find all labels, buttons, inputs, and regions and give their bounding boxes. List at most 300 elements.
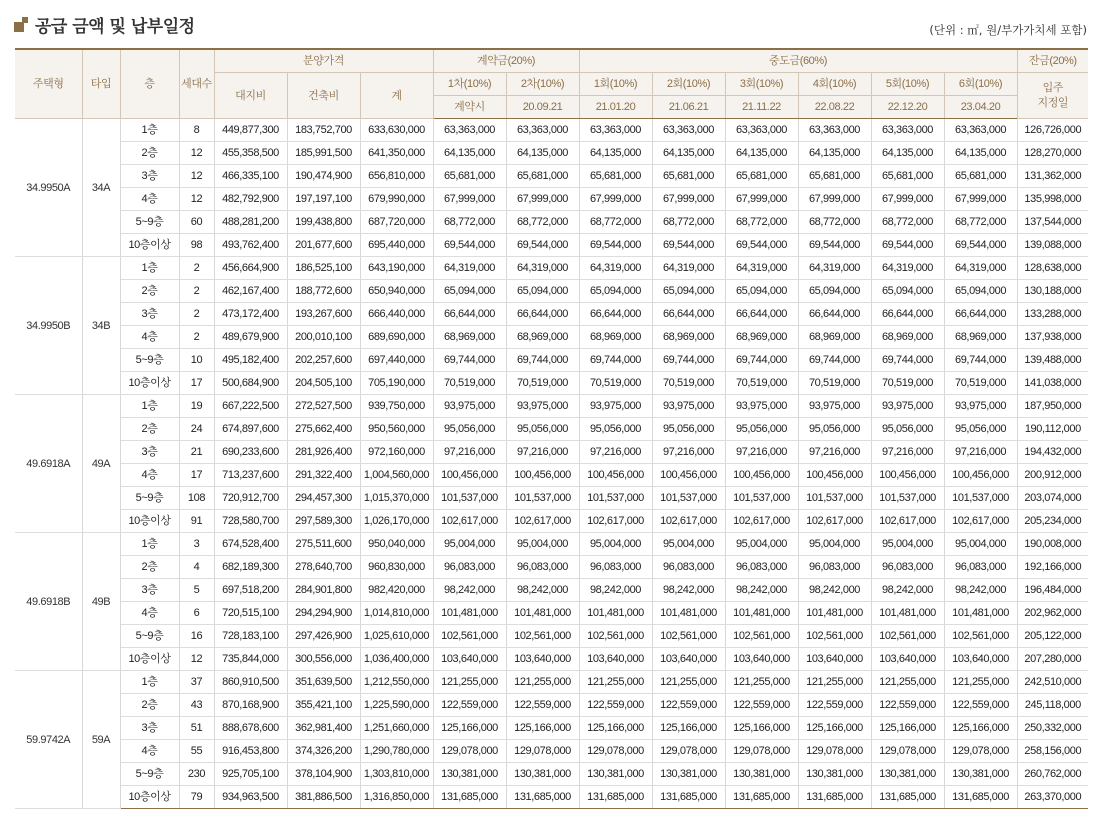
middle-2-cell: 100,456,000 bbox=[652, 464, 725, 487]
middle-3-cell: 98,242,000 bbox=[725, 579, 798, 602]
deposit-1-cell: 68,969,000 bbox=[433, 326, 506, 349]
middle-3-cell: 67,999,000 bbox=[725, 188, 798, 211]
floor-cell: 10층이상 bbox=[120, 648, 179, 671]
balance-cell: 128,638,000 bbox=[1017, 257, 1088, 280]
col-middle-5: 5회(10%) bbox=[871, 73, 944, 96]
middle-1-cell: 66,644,000 bbox=[579, 303, 652, 326]
middle-1-cell: 95,004,000 bbox=[579, 533, 652, 556]
middle-6-cell: 122,559,000 bbox=[944, 694, 1017, 717]
middle-2-cell: 65,681,000 bbox=[652, 165, 725, 188]
deposit-1-cell: 121,255,000 bbox=[433, 671, 506, 694]
middle-5-cell: 63,363,000 bbox=[871, 119, 944, 142]
col-middle-2: 2회(10%) bbox=[652, 73, 725, 96]
table-row bbox=[15, 119, 1088, 142]
middle-6-cell: 97,216,000 bbox=[944, 441, 1017, 464]
deposit-2-cell: 63,363,000 bbox=[506, 119, 579, 142]
total-price-cell: 1,036,400,000 bbox=[360, 648, 433, 671]
table-row bbox=[15, 418, 1088, 441]
households-cell: 12 bbox=[179, 142, 214, 165]
building-price-cell: 294,457,300 bbox=[287, 487, 360, 510]
middle-1-cell: 93,975,000 bbox=[579, 395, 652, 418]
households-cell: 3 bbox=[179, 533, 214, 556]
building-price-cell: 278,640,700 bbox=[287, 556, 360, 579]
housing-type-cell: 59.9742A bbox=[15, 671, 82, 809]
deposit-2-cell: 93,975,000 bbox=[506, 395, 579, 418]
middle-6-cell: 95,004,000 bbox=[944, 533, 1017, 556]
col-deposit-2: 2차(10%) bbox=[506, 73, 579, 96]
total-price-cell: 1,014,810,000 bbox=[360, 602, 433, 625]
middle-2-cell: 130,381,000 bbox=[652, 763, 725, 786]
land-price-cell: 674,528,400 bbox=[214, 533, 287, 556]
middle-4-cell: 69,744,000 bbox=[798, 349, 871, 372]
building-price-cell: 284,901,800 bbox=[287, 579, 360, 602]
housing-type-cell: 49.6918B bbox=[15, 533, 82, 671]
floor-cell: 1층 bbox=[120, 533, 179, 556]
col-sale-price: 분양가격 bbox=[214, 49, 433, 73]
table-row bbox=[15, 533, 1088, 556]
households-cell: 10 bbox=[179, 349, 214, 372]
land-price-cell: 488,281,200 bbox=[214, 211, 287, 234]
middle-4-cell: 125,166,000 bbox=[798, 717, 871, 740]
middle-6-cell: 68,772,000 bbox=[944, 211, 1017, 234]
land-price-cell: 934,963,500 bbox=[214, 786, 287, 809]
middle-3-cell: 65,681,000 bbox=[725, 165, 798, 188]
land-price-cell: 466,335,100 bbox=[214, 165, 287, 188]
land-price-cell: 667,222,500 bbox=[214, 395, 287, 418]
col-balance-sub bbox=[1017, 73, 1088, 119]
balance-cell: 190,008,000 bbox=[1017, 533, 1088, 556]
balance-cell: 135,998,000 bbox=[1017, 188, 1088, 211]
balance-cell: 137,938,000 bbox=[1017, 326, 1088, 349]
middle-2-cell: 96,083,000 bbox=[652, 556, 725, 579]
floor-cell: 4층 bbox=[120, 464, 179, 487]
total-price-cell: 1,251,660,000 bbox=[360, 717, 433, 740]
balance-cell: 245,118,000 bbox=[1017, 694, 1088, 717]
land-price-cell: 728,580,700 bbox=[214, 510, 287, 533]
middle-4-cell: 97,216,000 bbox=[798, 441, 871, 464]
floor-cell: 5~9층 bbox=[120, 763, 179, 786]
table-row bbox=[15, 717, 1088, 740]
middle-3-cell: 69,544,000 bbox=[725, 234, 798, 257]
middle-2-cell: 101,481,000 bbox=[652, 602, 725, 625]
total-price-cell: 939,750,000 bbox=[360, 395, 433, 418]
building-price-cell: 291,322,400 bbox=[287, 464, 360, 487]
col-balance-sub-text: 입주 지정일 bbox=[1037, 81, 1069, 109]
total-price-cell: 650,940,000 bbox=[360, 280, 433, 303]
deposit-2-cell: 96,083,000 bbox=[506, 556, 579, 579]
floor-cell: 2층 bbox=[120, 556, 179, 579]
building-price-cell: 378,104,900 bbox=[287, 763, 360, 786]
middle-1-cell: 64,319,000 bbox=[579, 257, 652, 280]
middle-6-cell: 102,561,000 bbox=[944, 625, 1017, 648]
building-price-cell: 190,474,900 bbox=[287, 165, 360, 188]
households-cell: 21 bbox=[179, 441, 214, 464]
deposit-2-cell: 69,544,000 bbox=[506, 234, 579, 257]
households-cell: 4 bbox=[179, 556, 214, 579]
middle-5-cell: 66,644,000 bbox=[871, 303, 944, 326]
deposit-2-cell: 66,644,000 bbox=[506, 303, 579, 326]
middle-6-cell: 63,363,000 bbox=[944, 119, 1017, 142]
balance-cell: 260,762,000 bbox=[1017, 763, 1088, 786]
col-middle-payment: 중도금(60%) bbox=[579, 49, 1017, 73]
col-deposit-2-date: 20.09.21 bbox=[506, 96, 579, 119]
middle-3-cell: 66,644,000 bbox=[725, 303, 798, 326]
middle-5-cell: 95,056,000 bbox=[871, 418, 944, 441]
col-balance: 잔금(20%) bbox=[1017, 49, 1088, 73]
deposit-1-cell: 102,561,000 bbox=[433, 625, 506, 648]
land-price-cell: 455,358,500 bbox=[214, 142, 287, 165]
middle-5-cell: 97,216,000 bbox=[871, 441, 944, 464]
col-middle-4: 4회(10%) bbox=[798, 73, 871, 96]
middle-4-cell: 103,640,000 bbox=[798, 648, 871, 671]
total-price-cell: 687,720,000 bbox=[360, 211, 433, 234]
middle-5-cell: 69,744,000 bbox=[871, 349, 944, 372]
land-price-cell: 916,453,800 bbox=[214, 740, 287, 763]
middle-5-cell: 102,617,000 bbox=[871, 510, 944, 533]
building-price-cell: 281,926,400 bbox=[287, 441, 360, 464]
middle-5-cell: 131,685,000 bbox=[871, 786, 944, 809]
deposit-1-cell: 64,319,000 bbox=[433, 257, 506, 280]
deposit-1-cell: 95,004,000 bbox=[433, 533, 506, 556]
middle-3-cell: 70,519,000 bbox=[725, 372, 798, 395]
middle-1-cell: 70,519,000 bbox=[579, 372, 652, 395]
middle-6-cell: 130,381,000 bbox=[944, 763, 1017, 786]
floor-cell: 4층 bbox=[120, 326, 179, 349]
households-cell: 17 bbox=[179, 464, 214, 487]
middle-6-cell: 68,969,000 bbox=[944, 326, 1017, 349]
middle-3-cell: 64,319,000 bbox=[725, 257, 798, 280]
middle-4-cell: 96,083,000 bbox=[798, 556, 871, 579]
middle-5-cell: 101,537,000 bbox=[871, 487, 944, 510]
land-price-cell: 720,912,700 bbox=[214, 487, 287, 510]
land-price-cell: 449,877,300 bbox=[214, 119, 287, 142]
middle-6-cell: 65,681,000 bbox=[944, 165, 1017, 188]
deposit-1-cell: 131,685,000 bbox=[433, 786, 506, 809]
table-row bbox=[15, 441, 1088, 464]
middle-2-cell: 122,559,000 bbox=[652, 694, 725, 717]
deposit-1-cell: 66,644,000 bbox=[433, 303, 506, 326]
middle-3-cell: 131,685,000 bbox=[725, 786, 798, 809]
total-price-cell: 950,040,000 bbox=[360, 533, 433, 556]
deposit-2-cell: 101,537,000 bbox=[506, 487, 579, 510]
middle-6-cell: 101,537,000 bbox=[944, 487, 1017, 510]
table-row bbox=[15, 786, 1088, 809]
floor-cell: 5~9층 bbox=[120, 625, 179, 648]
land-price-cell: 728,183,100 bbox=[214, 625, 287, 648]
deposit-2-cell: 131,685,000 bbox=[506, 786, 579, 809]
middle-4-cell: 67,999,000 bbox=[798, 188, 871, 211]
middle-4-cell: 122,559,000 bbox=[798, 694, 871, 717]
land-price-cell: 888,678,600 bbox=[214, 717, 287, 740]
total-price-cell: 1,015,370,000 bbox=[360, 487, 433, 510]
total-price-cell: 1,212,550,000 bbox=[360, 671, 433, 694]
floor-cell: 10층이상 bbox=[120, 234, 179, 257]
total-price-cell: 1,026,170,000 bbox=[360, 510, 433, 533]
deposit-2-cell: 102,617,000 bbox=[506, 510, 579, 533]
households-cell: 16 bbox=[179, 625, 214, 648]
households-cell: 2 bbox=[179, 326, 214, 349]
middle-5-cell: 130,381,000 bbox=[871, 763, 944, 786]
table-row bbox=[15, 395, 1088, 418]
deposit-2-cell: 101,481,000 bbox=[506, 602, 579, 625]
deposit-1-cell: 96,083,000 bbox=[433, 556, 506, 579]
middle-1-cell: 102,561,000 bbox=[579, 625, 652, 648]
table-row bbox=[15, 326, 1088, 349]
land-price-cell: 482,792,900 bbox=[214, 188, 287, 211]
table-row bbox=[15, 763, 1088, 786]
page-title-text: 공급 금액 및 납부일정 bbox=[35, 17, 195, 37]
col-type: 타입 bbox=[82, 49, 120, 119]
floor-cell: 1층 bbox=[120, 257, 179, 280]
middle-6-cell: 100,456,000 bbox=[944, 464, 1017, 487]
col-housing-type: 주택형 bbox=[15, 49, 82, 119]
balance-cell: 130,188,000 bbox=[1017, 280, 1088, 303]
building-price-cell: 374,326,200 bbox=[287, 740, 360, 763]
building-price-cell: 272,527,500 bbox=[287, 395, 360, 418]
middle-4-cell: 101,481,000 bbox=[798, 602, 871, 625]
households-cell: 19 bbox=[179, 395, 214, 418]
middle-4-cell: 102,617,000 bbox=[798, 510, 871, 533]
type-cell: 34B bbox=[82, 257, 120, 395]
middle-6-cell: 101,481,000 bbox=[944, 602, 1017, 625]
middle-1-cell: 103,640,000 bbox=[579, 648, 652, 671]
deposit-2-cell: 97,216,000 bbox=[506, 441, 579, 464]
middle-3-cell: 130,381,000 bbox=[725, 763, 798, 786]
deposit-1-cell: 102,617,000 bbox=[433, 510, 506, 533]
col-deposit-1-date: 계약시 bbox=[433, 96, 506, 119]
deposit-1-cell: 64,135,000 bbox=[433, 142, 506, 165]
deposit-2-cell: 65,094,000 bbox=[506, 280, 579, 303]
housing-type-cell: 49.6918A bbox=[15, 395, 82, 533]
balance-cell: 141,038,000 bbox=[1017, 372, 1088, 395]
middle-3-cell: 103,640,000 bbox=[725, 648, 798, 671]
table-row bbox=[15, 280, 1088, 303]
middle-2-cell: 98,242,000 bbox=[652, 579, 725, 602]
building-price-cell: 355,421,100 bbox=[287, 694, 360, 717]
land-price-cell: 500,684,900 bbox=[214, 372, 287, 395]
deposit-2-cell: 125,166,000 bbox=[506, 717, 579, 740]
deposit-1-cell: 122,559,000 bbox=[433, 694, 506, 717]
middle-4-cell: 69,544,000 bbox=[798, 234, 871, 257]
balance-cell: 200,912,000 bbox=[1017, 464, 1088, 487]
floor-cell: 1층 bbox=[120, 119, 179, 142]
middle-6-cell: 98,242,000 bbox=[944, 579, 1017, 602]
deposit-1-cell: 63,363,000 bbox=[433, 119, 506, 142]
middle-6-cell: 64,135,000 bbox=[944, 142, 1017, 165]
deposit-2-cell: 64,135,000 bbox=[506, 142, 579, 165]
middle-5-cell: 65,094,000 bbox=[871, 280, 944, 303]
table-row bbox=[15, 257, 1088, 280]
table-row bbox=[15, 234, 1088, 257]
deposit-2-cell: 65,681,000 bbox=[506, 165, 579, 188]
middle-1-cell: 69,744,000 bbox=[579, 349, 652, 372]
deposit-2-cell: 64,319,000 bbox=[506, 257, 579, 280]
building-price-cell: 381,886,500 bbox=[287, 786, 360, 809]
middle-3-cell: 95,004,000 bbox=[725, 533, 798, 556]
balance-cell: 258,156,000 bbox=[1017, 740, 1088, 763]
total-price-cell: 1,225,590,000 bbox=[360, 694, 433, 717]
total-price-cell: 705,190,000 bbox=[360, 372, 433, 395]
title-bullet-icon bbox=[14, 16, 32, 34]
balance-cell: 190,112,000 bbox=[1017, 418, 1088, 441]
table-row bbox=[15, 349, 1088, 372]
total-price-cell: 1,303,810,000 bbox=[360, 763, 433, 786]
col-households: 세대수 bbox=[179, 49, 214, 119]
middle-3-cell: 122,559,000 bbox=[725, 694, 798, 717]
land-price-cell: 473,172,400 bbox=[214, 303, 287, 326]
total-price-cell: 1,025,610,000 bbox=[360, 625, 433, 648]
total-price-cell: 656,810,000 bbox=[360, 165, 433, 188]
deposit-1-cell: 65,094,000 bbox=[433, 280, 506, 303]
col-total: 계 bbox=[360, 73, 433, 119]
deposit-1-cell: 70,519,000 bbox=[433, 372, 506, 395]
col-middle-5-date: 22.12.20 bbox=[871, 96, 944, 119]
balance-cell: 205,122,000 bbox=[1017, 625, 1088, 648]
middle-2-cell: 95,056,000 bbox=[652, 418, 725, 441]
middle-1-cell: 130,381,000 bbox=[579, 763, 652, 786]
col-middle-6-date: 23.04.20 bbox=[944, 96, 1017, 119]
middle-2-cell: 65,094,000 bbox=[652, 280, 725, 303]
table-row bbox=[15, 671, 1088, 694]
land-price-cell: 682,189,300 bbox=[214, 556, 287, 579]
table-row bbox=[15, 694, 1088, 717]
table-row bbox=[15, 602, 1088, 625]
households-cell: 24 bbox=[179, 418, 214, 441]
table-row bbox=[15, 165, 1088, 188]
floor-cell: 3층 bbox=[120, 579, 179, 602]
middle-2-cell: 121,255,000 bbox=[652, 671, 725, 694]
col-middle-6: 6회(10%) bbox=[944, 73, 1017, 96]
middle-1-cell: 122,559,000 bbox=[579, 694, 652, 717]
housing-type-cell: 34.9950B bbox=[15, 257, 82, 395]
table-row bbox=[15, 740, 1088, 763]
balance-cell: 187,950,000 bbox=[1017, 395, 1088, 418]
balance-cell: 128,270,000 bbox=[1017, 142, 1088, 165]
unit-note: (단위 : ㎡, 원/부가가치세 포함) bbox=[929, 23, 1087, 37]
land-price-cell: 870,168,900 bbox=[214, 694, 287, 717]
col-middle-3-date: 21.11.22 bbox=[725, 96, 798, 119]
households-cell: 12 bbox=[179, 648, 214, 671]
deposit-2-cell: 122,559,000 bbox=[506, 694, 579, 717]
middle-6-cell: 69,544,000 bbox=[944, 234, 1017, 257]
middle-5-cell: 102,561,000 bbox=[871, 625, 944, 648]
middle-1-cell: 64,135,000 bbox=[579, 142, 652, 165]
deposit-2-cell: 95,004,000 bbox=[506, 533, 579, 556]
households-cell: 230 bbox=[179, 763, 214, 786]
table-row bbox=[15, 303, 1088, 326]
middle-2-cell: 68,772,000 bbox=[652, 211, 725, 234]
middle-5-cell: 69,544,000 bbox=[871, 234, 944, 257]
col-middle-2-date: 21.06.21 bbox=[652, 96, 725, 119]
middle-2-cell: 67,999,000 bbox=[652, 188, 725, 211]
middle-4-cell: 64,319,000 bbox=[798, 257, 871, 280]
building-price-cell: 200,010,100 bbox=[287, 326, 360, 349]
middle-2-cell: 125,166,000 bbox=[652, 717, 725, 740]
building-price-cell: 185,991,500 bbox=[287, 142, 360, 165]
middle-5-cell: 64,135,000 bbox=[871, 142, 944, 165]
deposit-1-cell: 98,242,000 bbox=[433, 579, 506, 602]
deposit-2-cell: 103,640,000 bbox=[506, 648, 579, 671]
households-cell: 2 bbox=[179, 280, 214, 303]
floor-cell: 10층이상 bbox=[120, 372, 179, 395]
middle-1-cell: 102,617,000 bbox=[579, 510, 652, 533]
floor-cell: 3층 bbox=[120, 303, 179, 326]
building-price-cell: 199,438,800 bbox=[287, 211, 360, 234]
middle-2-cell: 102,617,000 bbox=[652, 510, 725, 533]
land-price-cell: 674,897,600 bbox=[214, 418, 287, 441]
middle-4-cell: 64,135,000 bbox=[798, 142, 871, 165]
middle-5-cell: 68,969,000 bbox=[871, 326, 944, 349]
building-price-cell: 275,662,400 bbox=[287, 418, 360, 441]
middle-2-cell: 64,135,000 bbox=[652, 142, 725, 165]
middle-4-cell: 68,772,000 bbox=[798, 211, 871, 234]
middle-2-cell: 63,363,000 bbox=[652, 119, 725, 142]
middle-6-cell: 69,744,000 bbox=[944, 349, 1017, 372]
total-price-cell: 950,560,000 bbox=[360, 418, 433, 441]
floor-cell: 1층 bbox=[120, 671, 179, 694]
middle-4-cell: 63,363,000 bbox=[798, 119, 871, 142]
land-price-cell: 713,237,600 bbox=[214, 464, 287, 487]
middle-3-cell: 96,083,000 bbox=[725, 556, 798, 579]
middle-3-cell: 65,094,000 bbox=[725, 280, 798, 303]
middle-3-cell: 95,056,000 bbox=[725, 418, 798, 441]
housing-type-cell: 34.9950A bbox=[15, 119, 82, 257]
balance-cell: 263,370,000 bbox=[1017, 786, 1088, 809]
middle-1-cell: 121,255,000 bbox=[579, 671, 652, 694]
households-cell: 91 bbox=[179, 510, 214, 533]
balance-cell: 139,488,000 bbox=[1017, 349, 1088, 372]
deposit-2-cell: 102,561,000 bbox=[506, 625, 579, 648]
supply-price-table bbox=[15, 48, 1088, 809]
building-price-cell: 362,981,400 bbox=[287, 717, 360, 740]
deposit-1-cell: 101,481,000 bbox=[433, 602, 506, 625]
col-deposit: 계약금(20%) bbox=[433, 49, 579, 73]
middle-2-cell: 70,519,000 bbox=[652, 372, 725, 395]
middle-3-cell: 68,969,000 bbox=[725, 326, 798, 349]
middle-6-cell: 65,094,000 bbox=[944, 280, 1017, 303]
middle-5-cell: 95,004,000 bbox=[871, 533, 944, 556]
middle-1-cell: 131,685,000 bbox=[579, 786, 652, 809]
households-cell: 12 bbox=[179, 188, 214, 211]
deposit-2-cell: 69,744,000 bbox=[506, 349, 579, 372]
floor-cell: 5~9층 bbox=[120, 211, 179, 234]
middle-4-cell: 121,255,000 bbox=[798, 671, 871, 694]
households-cell: 8 bbox=[179, 119, 214, 142]
floor-cell: 3층 bbox=[120, 165, 179, 188]
total-price-cell: 972,160,000 bbox=[360, 441, 433, 464]
middle-1-cell: 98,242,000 bbox=[579, 579, 652, 602]
middle-5-cell: 96,083,000 bbox=[871, 556, 944, 579]
middle-5-cell: 65,681,000 bbox=[871, 165, 944, 188]
households-cell: 43 bbox=[179, 694, 214, 717]
building-price-cell: 204,505,100 bbox=[287, 372, 360, 395]
balance-cell: 203,074,000 bbox=[1017, 487, 1088, 510]
col-middle-1-date: 21.01.20 bbox=[579, 96, 652, 119]
middle-5-cell: 121,255,000 bbox=[871, 671, 944, 694]
floor-cell: 2층 bbox=[120, 280, 179, 303]
type-cell: 34A bbox=[82, 119, 120, 257]
deposit-1-cell: 103,640,000 bbox=[433, 648, 506, 671]
building-price-cell: 297,426,900 bbox=[287, 625, 360, 648]
table-row bbox=[15, 510, 1088, 533]
total-price-cell: 960,830,000 bbox=[360, 556, 433, 579]
table-row bbox=[15, 188, 1088, 211]
middle-3-cell: 63,363,000 bbox=[725, 119, 798, 142]
middle-5-cell: 101,481,000 bbox=[871, 602, 944, 625]
middle-6-cell: 70,519,000 bbox=[944, 372, 1017, 395]
floor-cell: 2층 bbox=[120, 694, 179, 717]
deposit-2-cell: 100,456,000 bbox=[506, 464, 579, 487]
